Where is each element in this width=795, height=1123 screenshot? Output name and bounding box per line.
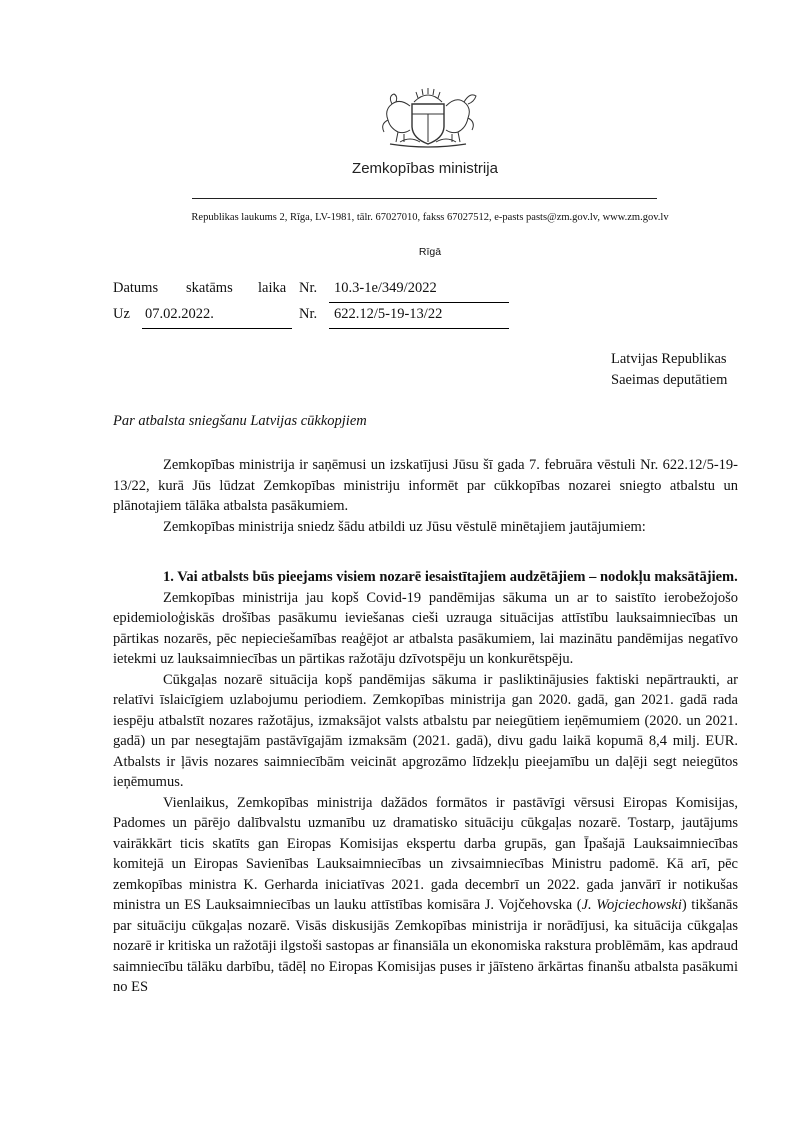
letter-body (113, 455, 738, 998)
ref-nr-value: 622.12/5-19-13/22 (334, 306, 443, 322)
ref-nr-label: Nr. (299, 306, 318, 322)
city: Rīgā (418, 246, 442, 258)
uz-label: Uz (113, 306, 130, 322)
date-suffix: laika (258, 280, 287, 296)
body-paragraph-5 (113, 793, 738, 998)
body-paragraph-4: Cūkgaļas nozarē situācija kopš pandēmijas sākuma ir pasliktinājusies faktiski nepārtraukti, ar relatīvi īslaicīgiem uzlabojumu periodiem. Zemkopības ministrija gan 2020. gadā, gan 2021. gadā rada iespēju atbalstīt nozares ražotājus, izmaksājot valsts atbalstu par neiegūtiem ieņēmumiem (2020. un 2021. gadā) un par nesegtajām pastāvīgajām izmaksām (2021. gadā), divu gadu laikā kopumā 8,4 milj. EUR. Atbalsts ir ļāvis nozares saimniecībām veicināt apgrozāmo līdzekļu pieejamību un daļēji segt neiegūtos ieņēmumus. (113, 671, 738, 790)
header-divider (192, 198, 657, 199)
body-paragraph-1: Zemkopības ministrija ir saņēmusi un izskatījusi Jūsu šī gada 7. februāra vēstuli Nr. 622.12/5-19-13/22, kurā Jūs lūdzat Zemkopības ministriju informēt par cūkkopības nozarei sniegto atbalstu un plānotajiem tālāka atbalsta pasākumiem. (113, 457, 738, 514)
address-line: Republikas laukums 2, Rīga, LV-1981, tālr. 67027010, fakss 67027512, e-pasts pasts@zm.gov.lv, www.zm.gov.lv (191, 212, 669, 223)
nr-value: 10.3-1e/349/2022 (334, 280, 437, 296)
question-heading-1: 1. Vai atbalsts būs pieejams visiem nozarē iesaistītajiem audzētājiem – nodokļu maksātājiem. (163, 569, 738, 585)
recipient-block (611, 349, 727, 391)
coat-of-arms-icon (370, 84, 486, 150)
date-label: Datums (113, 280, 159, 296)
letter-subject: Par atbalsta sniegšanu Latvijas cūkkopjiem (113, 413, 367, 429)
date-value: skatāms (186, 280, 233, 296)
nr-label: Nr. (299, 280, 318, 296)
uz-date-underline (142, 328, 292, 329)
body-paragraph-5-part-b: ) tikšanās par situāciju cūkgaļas nozarē. Visās diskusijās Zemkopības ministrija ir norādījusi, ka situācija cūkgaļas nozarē ir kritiska un ražotāji ilgstoši sastopas ar finansiāla un ekonomiska rakstura problēmām, kas apdraud saimniecību tālāku darbību, tādēļ no Eiropas Komisijas puses ir jāīsteno ārkārtas finanšu atbalsta pasākumi no ES (113, 897, 739, 995)
commissioner-name: J. Wojciechowski (581, 897, 682, 913)
ministry-name: Zemkopības ministrija (352, 160, 498, 177)
recipient-line-2: Saeimas deputātiem (611, 372, 728, 388)
body-paragraph-5-part-a: Vienlaikus, Zemkopības ministrija dažādos formātos ir pastāvīgi vērsusi Eiropas Komisijas, Padomes un pārējo dalībvalstu uzmanību uz dramatisko situāciju cūkgaļas nozarē. Tostarp, jautājums vairākkārt ticis skatīts gan Eiropas Komisijas ekspertu darba grupās, gan Īpašajā Lauksaimniecības komitejā un Eiropas Savienības Lauksaimniecības un zivsaimniecības Ministru padomē. Kā arī, pēc zemkopības ministra K. Gerharda iniciatīvas 2021. gada decembrī un 2022. gada janvārī ir notikušas ministra un ES Lauksaimniecības un lauku attīstības komisāra J. Vojčehovska ( (113, 794, 738, 913)
body-paragraph-3: Zemkopības ministrija jau kopš Covid-19 pandēmijas sākuma un ar to saistīto ierobežojošo epidemioloģiskās drošības pasākumu ieviešanas cieši uzrauga situācijas attīstību lauksaimniecības un pārtikas nozarēs, pēc nepieciešamības reaģējot ar atbalsta pasākumiem, lai mazinātu pandēmijas negatīvo ietekmi uz lauksaimniecības un pārtikas ražotāju dzīvotspēju un konkurētspēju. (113, 589, 738, 667)
nr-underline (329, 302, 509, 303)
recipient-line-1: Latvijas Republikas (611, 351, 727, 367)
uz-date: 07.02.2022. (145, 306, 214, 322)
body-paragraph-2: Zemkopības ministrija sniedz šādu atbildi uz Jūsu vēstulē minētajiem jautājumiem: (163, 518, 646, 535)
ref-nr-underline (329, 328, 509, 329)
